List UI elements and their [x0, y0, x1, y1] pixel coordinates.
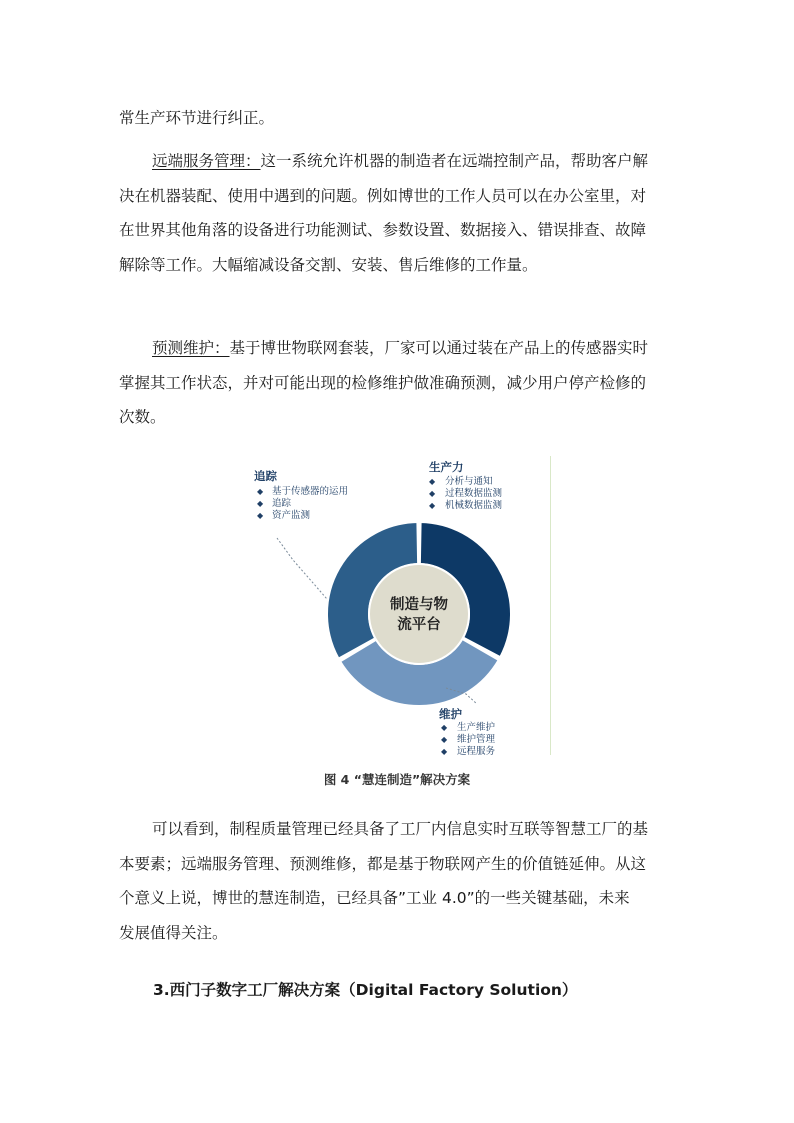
group-item: 维护管理: [457, 734, 496, 745]
text-line: 发展值得关注。: [119, 923, 228, 942]
group-item: 远程服务: [457, 746, 496, 755]
bullet-icon: ◆: [429, 501, 436, 510]
group-item: 生产维护: [457, 722, 496, 733]
text-line: 掌握其工作状态，并对可能出现的检修维护做准确预测，减少用户停产检修的: [119, 373, 647, 392]
center-label-line-2: 流平台: [397, 617, 441, 633]
bullet-icon: ◆: [257, 511, 264, 520]
group-title-maintenance: 维护: [439, 707, 462, 721]
figure-caption: 图 4 “慧连制造”解决方案: [323, 772, 471, 787]
paragraph-summary: [119, 812, 679, 950]
bullet-icon: ◆: [441, 747, 448, 755]
text-span: 这一系统允许机器的制造者在远端控制产品，帮助客户解: [260, 152, 649, 170]
bullet-icon: ◆: [441, 735, 448, 744]
bullet-icon: ◆: [257, 499, 264, 508]
bullet-icon: ◆: [257, 487, 264, 496]
text-line: 本要素；远端服务管理、预测维修，都是基于物联网产生的价值链延伸。从这: [119, 854, 647, 873]
figure-platform-diagram: [241, 456, 551, 755]
text-line: 次数。: [119, 408, 166, 426]
group-item: 追踪: [272, 498, 292, 509]
group-item: 分析与通知: [445, 476, 493, 487]
donut-diagram: [241, 456, 550, 755]
leader-line-tracking: [277, 538, 327, 599]
paragraph-remote-service: [119, 144, 679, 282]
group-title-production: 生产力: [429, 460, 464, 474]
text-line: [119, 144, 679, 179]
bullet-icon: ◆: [429, 489, 436, 498]
center-label-line-1: 制造与物: [390, 597, 448, 613]
bullet-icon: ◆: [441, 723, 448, 732]
text-line: 决在机器装配、使用中遇到的问题。例如博世的工作人员可以在办公室里，对: [119, 186, 647, 205]
predictive-maintenance-title: 预测维护：: [152, 339, 230, 357]
group-item: 过程数据监测: [445, 488, 503, 499]
text-line: 在世界其他角落的设备进行功能测试、参数设置、数据接入、错误排查、故障: [119, 221, 647, 239]
group-item: 机械数据监测: [445, 500, 503, 511]
text-span: 基于博世物联网套装，厂家可以通过装在产品上的传感器实时: [229, 339, 649, 357]
group-item: 资产监测: [272, 510, 311, 521]
section-heading: 3.西门子数字工厂解决方案（Digital Factory Solution）: [153, 981, 578, 999]
text-line: 个意义上说，博世的慧连制造，已经具备”工业 4.0”的一些关键基础，未来: [119, 889, 630, 907]
text-line: 可以看到，制程质量管理已经具备了工厂内信息实时互联等智慧工厂的基: [152, 820, 649, 838]
bullet-icon: ◆: [429, 477, 436, 486]
paragraph-1: [119, 101, 679, 136]
center-disk: [369, 564, 469, 664]
text-line: [119, 331, 679, 366]
text-line: 解除等工作。大幅缩减设备交割、安装、售后维修的工作量。: [119, 255, 538, 274]
remote-service-title: 远端服务管理：: [152, 152, 261, 170]
group-item: 基于传感器的运用: [272, 486, 349, 497]
paragraph-predictive-maintenance: [119, 331, 679, 435]
text-line: 常生产环节进行纠正。: [119, 109, 275, 127]
group-title-tracking: 追踪: [254, 469, 277, 483]
